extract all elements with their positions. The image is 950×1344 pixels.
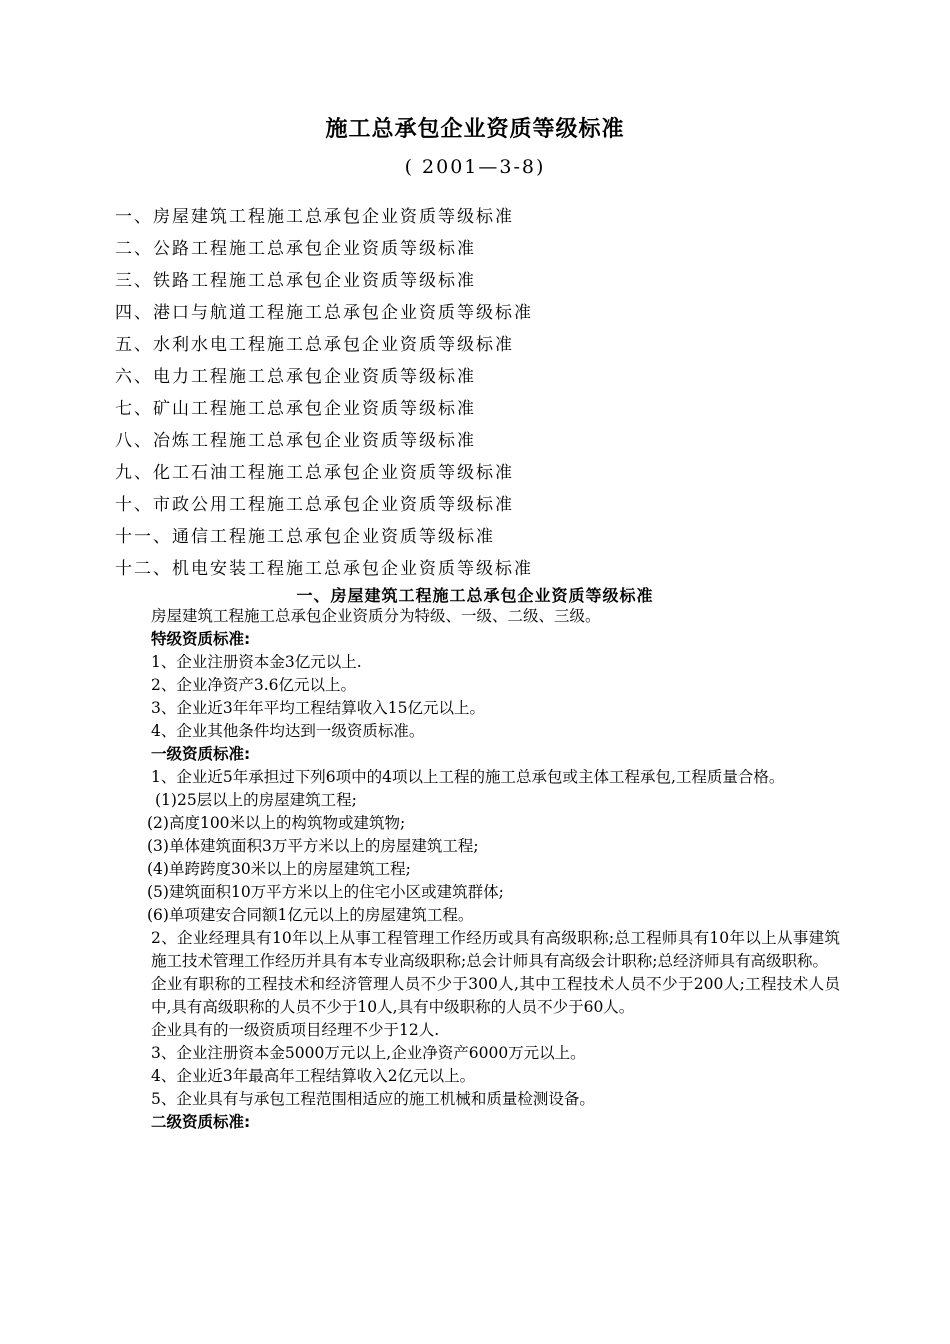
toc-item: 九、化工石油工程施工总承包企业资质等级标准: [115, 463, 514, 483]
grade-one-item-2: 2、企业经理具有10年以上从事工程管理工作经历或具有高级职称;总工程师具有10年以上从事建筑施工技术管理工作经历并具有本专业高级职称;总会计师具有高级会计职称;总经济师具有高级职称。: [151, 929, 840, 970]
document-title: 施工总承包企业资质等级标准: [325, 117, 625, 142]
grade-one-staff: 企业有职称的工程技术和经济管理人员不少于300人,其中工程技术人员不少于200人;工程技术人员中,具有高级职称的人员不少于10人,具有中级职称的人员不少于60人。: [151, 975, 840, 1016]
section-title: 一、房屋建筑工程施工总承包企业资质等级标准: [296, 586, 654, 605]
toc-item: 十二、机电安装工程施工总承包企业资质等级标准: [115, 559, 533, 579]
special-item: 1、企业注册资本金3亿元以上.: [151, 653, 362, 671]
grade-one-item-4: 4、企业近3年最高年工程结算收入2亿元以上。: [151, 1067, 476, 1085]
toc-item: 三、铁路工程施工总承包企业资质等级标准: [115, 271, 476, 291]
toc-item: 五、水利水电工程施工总承包企业资质等级标准: [115, 335, 514, 355]
special-item: 4、企业其他条件均达到一级资质标准。: [151, 722, 425, 740]
special-item: 3、企业近3年年平均工程结算收入15亿元以上。: [151, 699, 485, 717]
grade-one-project-managers: 企业具有的一级资质项目经理不少于12人.: [151, 1021, 440, 1039]
special-item: 2、企业净资产3.6亿元以上。: [151, 676, 357, 694]
grade-one-subitem: (4)单跨跨度30米以上的房屋建筑工程;: [147, 860, 411, 878]
grade-one-subitem: (1)25层以上的房屋建筑工程;: [155, 791, 357, 809]
special-grade-heading: 特级资质标准:: [151, 630, 251, 648]
grade-one-heading: 一级资质标准:: [151, 745, 251, 763]
toc-item: 六、电力工程施工总承包企业资质等级标准: [115, 367, 476, 387]
toc-item: 十一、通信工程施工总承包企业资质等级标准: [115, 527, 495, 547]
grade-one-subitem: (6)单项建安合同额1亿元以上的房屋建筑工程。: [147, 906, 474, 924]
grade-one-subitem: (3)单体建筑面积3万平方米以上的房屋建筑工程;: [147, 837, 479, 855]
toc-item: 十、市政公用工程施工总承包企业资质等级标准: [115, 495, 514, 515]
grade-one-subitem: (5)建筑面积10万平方米以上的住宅小区或建筑群体;: [147, 883, 504, 901]
section-intro: 房屋建筑工程施工总承包企业资质分为特级、一级、二级、三级。: [151, 607, 601, 625]
table-of-contents: [115, 204, 533, 588]
grade-one-item-1: 1、企业近5年承担过下列6项中的4项以上工程的施工总承包或主体工程承包,工程质量合格。: [151, 768, 785, 786]
grade-two-heading: 二级资质标准:: [151, 1113, 251, 1131]
grade-one-item-3: 3、企业注册资本金5000万元以上,企业净资产6000万元以上。: [151, 1044, 586, 1062]
toc-item: 四、港口与航道工程施工总承包企业资质等级标准: [115, 303, 533, 323]
section-body: [115, 605, 840, 1134]
toc-item: 二、公路工程施工总承包企业资质等级标准: [115, 239, 476, 259]
grade-one-subitem: (2)高度100米以上的构筑物或建筑物;: [147, 814, 406, 832]
document-date: ( 2001—3-8): [404, 156, 546, 178]
toc-item: 七、矿山工程施工总承包企业资质等级标准: [115, 399, 476, 419]
toc-item: 一、房屋建筑工程施工总承包企业资质等级标准: [115, 207, 514, 227]
toc-item: 八、冶炼工程施工总承包企业资质等级标准: [115, 431, 476, 451]
grade-one-item-5: 5、企业具有与承包工程范围相适应的施工机械和质量检测设备。: [151, 1090, 595, 1108]
